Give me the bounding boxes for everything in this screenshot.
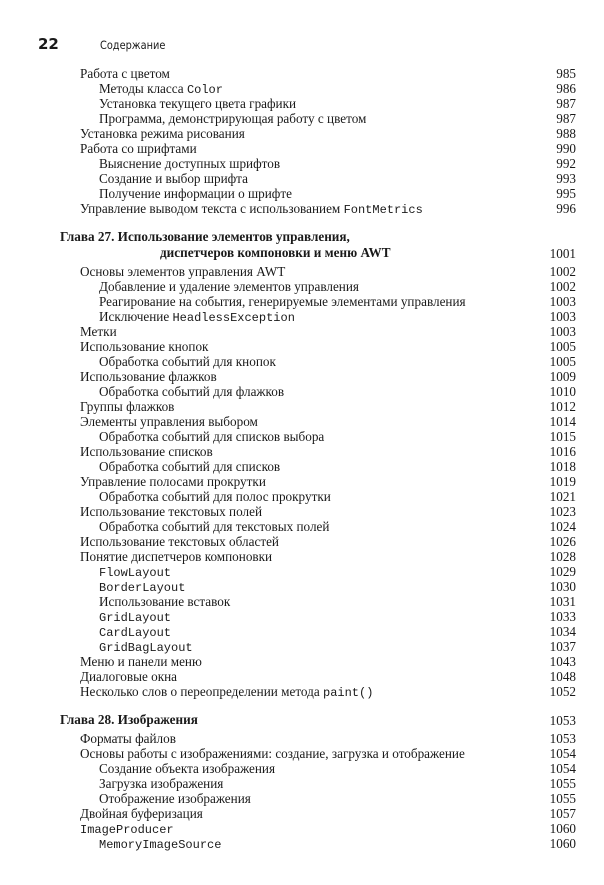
entry-text: Выяснение доступных шрифтов [99,156,281,171]
chapter-title-continued: диспетчеров компоновки и меню AWT [160,245,391,260]
entry-text: Меню и панели меню [80,654,202,669]
toc-entry[interactable] [0,474,604,489]
toc-entry[interactable] [0,414,604,429]
toc-entry-title [80,66,170,81]
entry-text: Установка режима рисования [80,126,245,141]
page-ref: 1060 [549,836,576,851]
page-ref: 990 [556,141,576,156]
page-ref: 993 [556,171,576,186]
toc-entry-title [99,489,331,504]
toc-entry-title [99,791,251,806]
toc-entry-title [60,229,520,261]
page-ref: 1018 [549,459,576,474]
toc-entry[interactable] [0,791,604,806]
entry-text: Загрузка изображения [99,776,224,791]
toc-entry[interactable] [0,579,604,594]
toc-entry-title [99,156,280,171]
page-ref: 1052 [549,684,576,699]
page-ref: 986 [556,81,576,96]
toc-entry-title [99,294,466,309]
entry-code: ImageProducer [80,823,174,837]
page-ref: 988 [556,126,576,141]
entry-text: Использование вставок [99,594,231,609]
page-ref: 1060 [549,821,576,836]
toc-entry[interactable] [0,669,604,684]
toc-entry[interactable] [0,806,604,821]
entry-text: Диалоговые окна [80,669,178,684]
toc-entry-title [99,519,329,534]
entry-text: Обработка событий для полос прокрутки [99,489,331,504]
toc-entry[interactable] [0,519,604,534]
toc-entry-title [99,594,230,609]
toc-entry-title [80,324,117,339]
toc-entry-title [80,414,258,429]
entry-text: Обработка событий для списков выбора [99,429,325,444]
toc-entry[interactable] [0,66,604,81]
entry-code: BorderLayout [99,581,186,595]
page-ref: 992 [556,156,576,171]
toc-entry-title [80,141,197,156]
toc-entry-title [99,429,324,444]
entry-text: Создание и выбор шрифта [99,171,248,186]
entry-text: Обработка событий для текстовых полей [99,519,330,534]
entry-text: Глава 27. Использование элементов управления, [60,229,350,244]
toc-entry-title [99,171,248,186]
page-ref: 1029 [549,564,576,579]
toc-entry[interactable] [0,294,604,309]
page-ref: 1054 [549,761,576,776]
entry-text: Установка текущего цвета графики [99,96,297,111]
toc-entry[interactable] [0,564,604,579]
toc-entry[interactable] [0,489,604,504]
page-ref: 1015 [549,429,576,444]
toc-entry-title [99,111,366,126]
running-header: Содержание [100,38,166,52]
page-ref: 1054 [549,746,576,761]
entry-code: Color [186,83,223,97]
entry-text: Управление полосами прокрутки [80,474,266,489]
page-ref: 1005 [549,339,576,354]
entry-code: HeadlessException [172,311,295,325]
toc-entry[interactable] [0,746,604,761]
page-ref: 1023 [549,504,576,519]
page-ref: 1012 [549,399,576,414]
page-ref: 987 [556,96,576,111]
toc-entry-title [99,96,296,111]
page-ref: 1001 [549,246,576,261]
toc-entry[interactable] [0,654,604,669]
toc-entry-title [80,669,177,684]
toc-entry[interactable] [0,459,604,474]
toc-entry[interactable] [0,369,604,384]
entry-text: Использование текстовых областей [80,534,279,549]
toc-entry[interactable] [0,141,604,156]
toc-chapter[interactable] [0,712,604,728]
entry-text: Добавление и удаление элементов управления [99,279,359,294]
page-ref: 1030 [549,579,576,594]
toc-entry-title [80,746,465,761]
toc-entry-title [99,186,292,201]
toc-entry-title [80,126,245,141]
entry-code: CardLayout [99,626,172,640]
toc-entry[interactable] [0,761,604,776]
entry-text: Основы работы с изображениями: создание, загрузка и отображение [80,746,465,761]
entry-text: Группы флажков [80,399,175,414]
toc-entry-title [80,264,285,279]
toc-entry[interactable] [0,354,604,369]
page-ref: 1014 [549,414,576,429]
page-ref: 1003 [549,324,576,339]
toc-entry-title [99,279,359,294]
entry-text: Глава 28. Изображения [60,712,198,727]
toc-entry-title [80,399,174,414]
table-of-contents [0,66,604,851]
toc-entry-title [99,384,284,399]
entry-text: Двойная буферизация [80,806,203,821]
toc-entry[interactable] [0,156,604,171]
page-ref: 995 [556,186,576,201]
entry-text: Реагирование на события, генерируемые элементами управления [99,294,466,309]
toc-entry[interactable] [0,186,604,201]
toc-entry[interactable] [0,609,604,624]
toc-entry[interactable] [0,264,604,279]
entry-text: Основы элементов управления AWT [80,264,286,279]
page-ref: 1053 [549,713,576,728]
page-ref: 1034 [549,624,576,639]
page-ref: 1055 [549,791,576,806]
toc-entry[interactable] [0,339,604,354]
entry-text: Использование текстовых полей [80,504,263,519]
toc-entry[interactable] [0,324,604,339]
entry-text: Использование флажков [80,369,217,384]
toc-entry[interactable] [0,429,604,444]
page-ref: 1028 [549,549,576,564]
entry-text: Использование списков [80,444,213,459]
page-ref: 996 [556,201,576,216]
toc-entry-title [80,731,176,746]
page-ref: 1037 [549,639,576,654]
toc-entry-title [99,354,276,369]
toc-entry[interactable] [0,594,604,609]
entry-text: Обработка событий для кнопок [99,354,276,369]
page-ref: 1026 [549,534,576,549]
toc-entry[interactable] [0,836,604,851]
entry-text: Создание объекта изображения [99,761,276,776]
toc-entry-title [80,504,262,519]
entry-text: Понятие диспетчеров компоновки [80,549,273,564]
toc-entry[interactable] [0,731,604,746]
entry-code: paint() [323,686,374,700]
toc-entry[interactable] [0,639,604,654]
entry-code: FontMetrics [343,203,423,217]
entry-text: Управление выводом текста с использованием [80,201,344,216]
entry-text: Обработка событий для списков [99,459,281,474]
page-ref: 987 [556,111,576,126]
toc-entry[interactable] [0,111,604,126]
page-ref: 1053 [549,731,576,746]
page-ref: 1033 [549,609,576,624]
toc-entry[interactable] [0,399,604,414]
toc-entry[interactable] [0,549,604,564]
entry-text: Отображение изображения [99,791,251,806]
entry-code: GridLayout [99,611,172,625]
page-ref: 985 [556,66,576,81]
toc-entry[interactable] [0,171,604,186]
toc-entry-title [99,776,223,791]
toc-entry[interactable] [0,776,604,791]
page-ref: 1016 [549,444,576,459]
toc-entry-title [80,654,202,669]
entry-text: Программа, демонстрирующая работу с цветом [99,111,367,126]
toc-entry-title [80,444,213,459]
page-ref: 1031 [549,594,576,609]
page-ref: 1021 [549,489,576,504]
page-ref: 1024 [549,519,576,534]
toc-entry-title [60,712,520,728]
page-ref: 1002 [549,279,576,294]
toc-entry-title [80,339,208,354]
entry-code: FlowLayout [99,566,172,580]
toc-entry-title [80,369,217,384]
toc-entry-title [99,761,275,776]
entry-text: Несколько слов о переопределении метода [80,684,323,699]
entry-code: MemoryImageSource [99,838,222,852]
page-ref: 1005 [549,354,576,369]
toc-entry[interactable] [0,81,604,96]
toc-entry-title [80,201,423,218]
entry-text: Работа со шрифтами [80,141,197,156]
entry-text: Метки [80,324,117,339]
entry-code: GridBagLayout [99,641,193,655]
page-ref: 1055 [549,776,576,791]
toc-entry[interactable] [0,534,604,549]
entry-text: Методы класса [99,81,187,96]
page-ref: 1003 [549,294,576,309]
toc-entry[interactable] [0,504,604,519]
page-ref: 1057 [549,806,576,821]
page-number: 22 [38,35,59,53]
toc-entry-title [80,549,272,564]
entry-text: Использование кнопок [80,339,209,354]
toc-entry-title [80,684,373,701]
toc-entry[interactable] [0,821,604,836]
page-ref: 1043 [549,654,576,669]
toc-entry[interactable] [0,201,604,216]
page-ref: 1002 [549,264,576,279]
entry-text: Обработка событий для флажков [99,384,285,399]
toc-chapter[interactable] [0,229,604,261]
entry-text: Элементы управления выбором [80,414,258,429]
toc-entry[interactable] [0,444,604,459]
toc-entry[interactable] [0,126,604,141]
page-ref: 1009 [549,369,576,384]
entry-text: Исключение [99,309,173,324]
toc-entry-title [99,459,280,474]
entry-text: Получение информации о шрифте [99,186,292,201]
toc-entry-title [80,806,203,821]
page-ref: 1048 [549,669,576,684]
toc-entry-title [99,836,221,853]
entry-text: Форматы файлов [80,731,176,746]
toc-entry-title [80,534,279,549]
page-ref: 1003 [549,309,576,324]
toc-entry[interactable] [0,384,604,399]
toc-entry[interactable] [0,309,604,324]
toc-entry[interactable] [0,279,604,294]
toc-entry[interactable] [0,684,604,699]
entry-text: Работа с цветом [80,66,170,81]
toc-entry[interactable] [0,96,604,111]
page-ref: 1010 [549,384,576,399]
toc-entry-title [80,474,266,489]
toc-entry[interactable] [0,624,604,639]
page-ref: 1019 [549,474,576,489]
